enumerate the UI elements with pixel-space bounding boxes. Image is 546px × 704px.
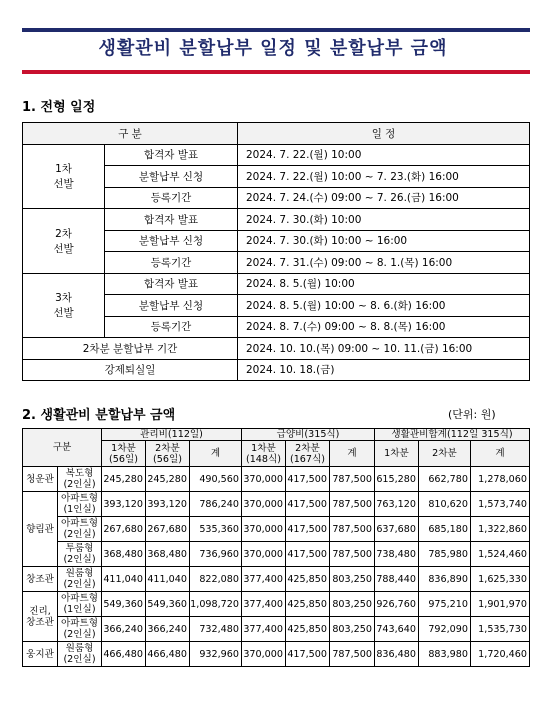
amount-cell: 368,480	[102, 542, 146, 567]
table-row	[23, 209, 530, 231]
schedule-item: 분할납부 신청	[105, 166, 238, 188]
room-type: 복도형 (2인실)	[58, 467, 102, 492]
hall-name: 청운관	[23, 467, 58, 492]
amount-cell: 787,500	[330, 542, 375, 567]
table-row	[23, 467, 530, 492]
table-row	[23, 338, 530, 360]
round-label: 1차 선발	[23, 144, 105, 209]
amount-cell: 1,098,720	[190, 592, 242, 617]
amount-cell: 417,500	[286, 492, 330, 517]
amount-cell: 549,360	[146, 592, 190, 617]
schedule-date: 2024. 8. 5.(월) 10:00	[238, 273, 530, 295]
amount-cell: 466,480	[102, 642, 146, 667]
table-row	[23, 517, 530, 542]
schedule-item: 합격자 발표	[105, 273, 238, 295]
amount-cell: 836,890	[419, 567, 471, 592]
schedule-item: 합격자 발표	[105, 144, 238, 166]
amount-cell: 883,980	[419, 642, 471, 667]
amount-cell: 490,560	[190, 467, 242, 492]
header-category: 구분	[23, 429, 102, 467]
amount-cell: 787,500	[330, 642, 375, 667]
amount-cell: 1,524,460	[471, 542, 530, 567]
schedule-date: 2024. 8. 5.(월) 10:00 ~ 8. 6.(화) 16:00	[238, 295, 530, 317]
amount-cell: 377,400	[242, 592, 286, 617]
schedule-date: 2024. 10. 18.(금)	[238, 359, 530, 381]
amount-cell: 1,322,860	[471, 517, 530, 542]
amount-cell: 377,400	[242, 567, 286, 592]
table-row	[23, 144, 530, 166]
amount-cell: 1,573,740	[471, 492, 530, 517]
schedule-item: 합격자 발표	[105, 209, 238, 231]
amount-cell: 393,120	[102, 492, 146, 517]
round-label: 2차 선발	[23, 209, 105, 274]
schedule-date: 2024. 7. 30.(화) 10:00 ~ 16:00	[238, 230, 530, 252]
amount-cell: 822,080	[190, 567, 242, 592]
amount-cell: 425,850	[286, 617, 330, 642]
table-row	[23, 273, 530, 295]
amount-cell: 615,280	[375, 467, 419, 492]
amount-cell: 411,040	[102, 567, 146, 592]
amount-cell: 786,240	[190, 492, 242, 517]
amount-cell: 370,000	[242, 542, 286, 567]
title-bottom-bar	[22, 70, 530, 74]
amount-cell: 1,720,460	[471, 642, 530, 667]
amount-cell: 637,680	[375, 517, 419, 542]
amount-cell: 425,850	[286, 567, 330, 592]
header-sub: 계	[190, 441, 242, 467]
page-title: 생활관비 분할납부 일정 및 분할납부 금액	[98, 38, 448, 59]
schedule-item: 강제퇴실일	[23, 359, 238, 381]
amount-cell: 732,480	[190, 617, 242, 642]
schedule-date: 2024. 7. 31.(수) 09:00 ~ 8. 1.(목) 16:00	[238, 252, 530, 274]
amount-cell: 267,680	[146, 517, 190, 542]
amount-cell: 245,280	[146, 467, 190, 492]
amount-cell: 685,180	[419, 517, 471, 542]
schedule-item: 등록기간	[105, 252, 238, 274]
schedule-date: 2024. 7. 24.(수) 09:00 ~ 7. 26.(금) 16:00	[238, 187, 530, 209]
amount-cell: 788,440	[375, 567, 419, 592]
amount-cell: 743,640	[375, 617, 419, 642]
header-sub: 1차분	[375, 441, 419, 467]
amount-cell: 836,480	[375, 642, 419, 667]
unit-label: (단위: 원)	[448, 408, 496, 421]
room-type: 원룸형 (2인실)	[58, 642, 102, 667]
amount-cell: 932,960	[190, 642, 242, 667]
header-category: 구 분	[23, 123, 238, 145]
amount-cell: 1,625,330	[471, 567, 530, 592]
table-row	[23, 542, 530, 567]
amount-cell: 803,250	[330, 592, 375, 617]
amount-cell: 736,960	[190, 542, 242, 567]
header-sub: 계	[330, 441, 375, 467]
amount-cell: 803,250	[330, 617, 375, 642]
table-row	[23, 642, 530, 667]
table-row	[23, 492, 530, 517]
schedule-date: 2024. 10. 10.(목) 09:00 ~ 10. 11.(금) 16:00	[238, 338, 530, 360]
amount-cell: 368,480	[146, 542, 190, 567]
hall-name: 진리, 창조관	[23, 592, 58, 642]
room-type: 아파트형 (2인실)	[58, 517, 102, 542]
header-sub: 1차분 (56일)	[102, 441, 146, 467]
amount-cell: 787,500	[330, 467, 375, 492]
amount-cell: 425,850	[286, 592, 330, 617]
room-type: 아파트형 (1인실)	[58, 592, 102, 617]
schedule-table	[22, 122, 530, 381]
schedule-date: 2024. 7. 22.(월) 10:00 ~ 7. 23.(화) 16:00	[238, 166, 530, 188]
amount-cell: 466,480	[146, 642, 190, 667]
room-type: 아파트형 (1인실)	[58, 492, 102, 517]
header-sub: 1차분 (148식)	[242, 441, 286, 467]
schedule-date: 2024. 7. 30.(화) 10:00	[238, 209, 530, 231]
schedule-item: 2차분 분할납부 기간	[23, 338, 238, 360]
schedule-item: 등록기간	[105, 316, 238, 338]
room-type: 아파트형 (2인실)	[58, 617, 102, 642]
amount-cell: 662,780	[419, 467, 471, 492]
amount-cell: 417,500	[286, 642, 330, 667]
amount-cell: 787,500	[330, 492, 375, 517]
amount-cell: 1,901,970	[471, 592, 530, 617]
round-label: 3차 선발	[23, 273, 105, 338]
room-type: 투룸형 (2인실)	[58, 542, 102, 567]
header-group: 관리비(112일)	[102, 429, 242, 441]
header-sub: 2차분	[419, 441, 471, 467]
amount-cell: 417,500	[286, 517, 330, 542]
amount-cell: 792,090	[419, 617, 471, 642]
amount-cell: 393,120	[146, 492, 190, 517]
table-row	[23, 359, 530, 381]
amount-cell: 926,760	[375, 592, 419, 617]
amount-cell: 411,040	[146, 567, 190, 592]
amount-cell: 370,000	[242, 467, 286, 492]
header-sub: 2차분 (167식)	[286, 441, 330, 467]
table-header-row	[23, 429, 530, 441]
amount-cell: 787,500	[330, 517, 375, 542]
section2-title: 2. 생활관비 분할납부 금액	[22, 408, 176, 423]
header-sub: 2차분 (56일)	[146, 441, 190, 467]
header-group: 급양비(315식)	[242, 429, 375, 441]
amount-cell: 1,278,060	[471, 467, 530, 492]
table-row	[23, 567, 530, 592]
schedule-item: 분할납부 신청	[105, 230, 238, 252]
amount-cell: 267,680	[102, 517, 146, 542]
header-group: 생활관비합계(112일 315식)	[375, 429, 530, 441]
amount-cell: 366,240	[146, 617, 190, 642]
header-sub: 계	[471, 441, 530, 467]
schedule-date: 2024. 8. 7.(수) 09:00 ~ 8. 8.(목) 16:00	[238, 316, 530, 338]
amount-cell: 370,000	[242, 492, 286, 517]
schedule-item: 등록기간	[105, 187, 238, 209]
amount-cell: 370,000	[242, 517, 286, 542]
section1-title: 1. 전형 일정	[22, 100, 96, 115]
amount-cell: 1,535,730	[471, 617, 530, 642]
hall-name: 웅지관	[23, 642, 58, 667]
amount-cell: 763,120	[375, 492, 419, 517]
amount-table	[22, 428, 530, 667]
table-header-row	[23, 123, 530, 145]
amount-cell: 549,360	[102, 592, 146, 617]
amount-cell: 810,620	[419, 492, 471, 517]
amount-cell: 417,500	[286, 467, 330, 492]
amount-cell: 417,500	[286, 542, 330, 567]
hall-name: 창조관	[23, 567, 58, 592]
amount-cell: 785,980	[419, 542, 471, 567]
amount-cell: 975,210	[419, 592, 471, 617]
amount-cell: 738,480	[375, 542, 419, 567]
amount-cell: 245,280	[102, 467, 146, 492]
header-schedule: 일 정	[238, 123, 530, 145]
amount-cell: 370,000	[242, 642, 286, 667]
title-top-bar	[22, 28, 530, 32]
amount-cell: 535,360	[190, 517, 242, 542]
amount-cell: 377,400	[242, 617, 286, 642]
amount-cell: 366,240	[102, 617, 146, 642]
amount-cell: 803,250	[330, 567, 375, 592]
room-type: 원룸형 (2인실)	[58, 567, 102, 592]
schedule-item: 분할납부 신청	[105, 295, 238, 317]
hall-name: 향림관	[23, 492, 58, 567]
table-row	[23, 592, 530, 617]
table-row	[23, 617, 530, 642]
schedule-date: 2024. 7. 22.(월) 10:00	[238, 144, 530, 166]
